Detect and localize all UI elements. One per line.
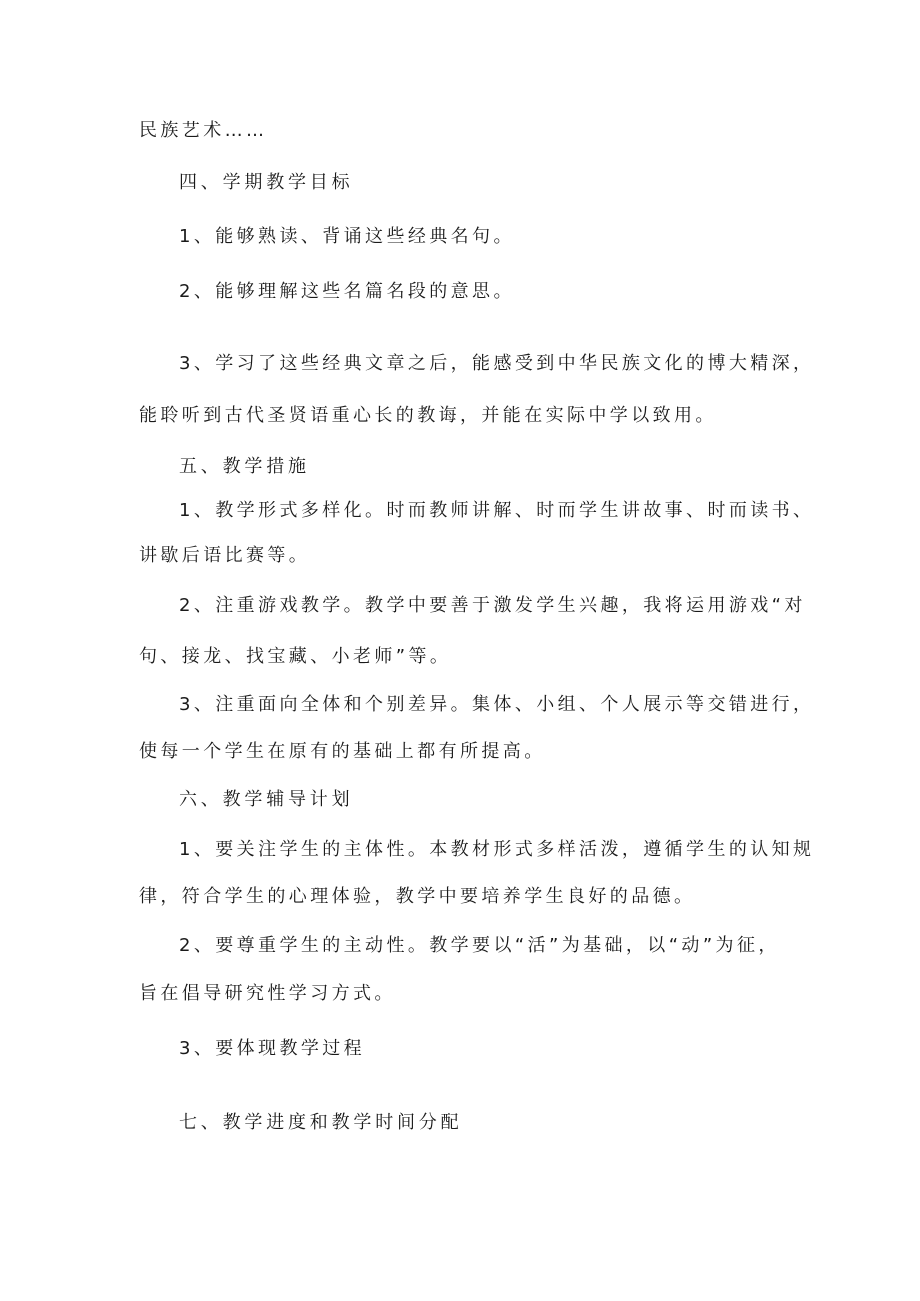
measure-item-2-line-1: 2、注重游戏教学。教学中要善于激发学生兴趣，我将运用游戏“对: [179, 595, 806, 616]
section-heading-tutoring: 六、教学辅导计划: [179, 789, 354, 810]
measure-item-2-line-2: 句、接龙、找宝藏、小老师”等。: [139, 646, 452, 667]
section-heading-schedule: 七、教学进度和教学时间分配: [179, 1112, 463, 1133]
tutoring-item-3: 3、要体现教学过程: [179, 1038, 366, 1059]
measure-item-3-line-1: 3、注重面向全体和个别差异。集体、小组、个人展示等交错进行，: [179, 694, 815, 715]
tutoring-item-2-line-1: 2、要尊重学生的主动性。教学要以“活”为基础，以“动”为征，: [179, 935, 780, 956]
goal-item-3-line-1: 3、学习了这些经典文章之后，能感受到中华民族文化的博大精深，: [179, 353, 815, 374]
measure-item-1-line-1: 1、教学形式多样化。时而教师讲解、时而学生讲故事、时而读书、: [179, 500, 815, 521]
goal-item-2: 2、能够理解这些名篇名段的意思。: [179, 281, 515, 302]
tutoring-item-2-line-2: 旨在倡导研究性学习方式。: [139, 983, 396, 1004]
section-heading-goals: 四、学期教学目标: [179, 172, 354, 193]
section-heading-measures: 五、教学措施: [179, 456, 310, 477]
tutoring-item-1-line-1: 1、要关注学生的主体性。本教材形式多样活泼，遵循学生的认知规: [179, 839, 815, 860]
goal-item-1: 1、能够熟读、背诵这些经典名句。: [179, 226, 515, 247]
tutoring-item-1-line-2: 律，符合学生的心理体验，教学中要培养学生良好的品德。: [139, 886, 696, 907]
text-line-continuation: 民族艺术……: [139, 120, 268, 141]
measure-item-1-line-2: 讲歇后语比赛等。: [139, 545, 311, 566]
measure-item-3-line-2: 使每一个学生在原有的基础上都有所提高。: [139, 741, 546, 762]
goal-item-3-line-2: 能聆听到古代圣贤语重心长的教诲，并能在实际中学以致用。: [139, 405, 717, 426]
